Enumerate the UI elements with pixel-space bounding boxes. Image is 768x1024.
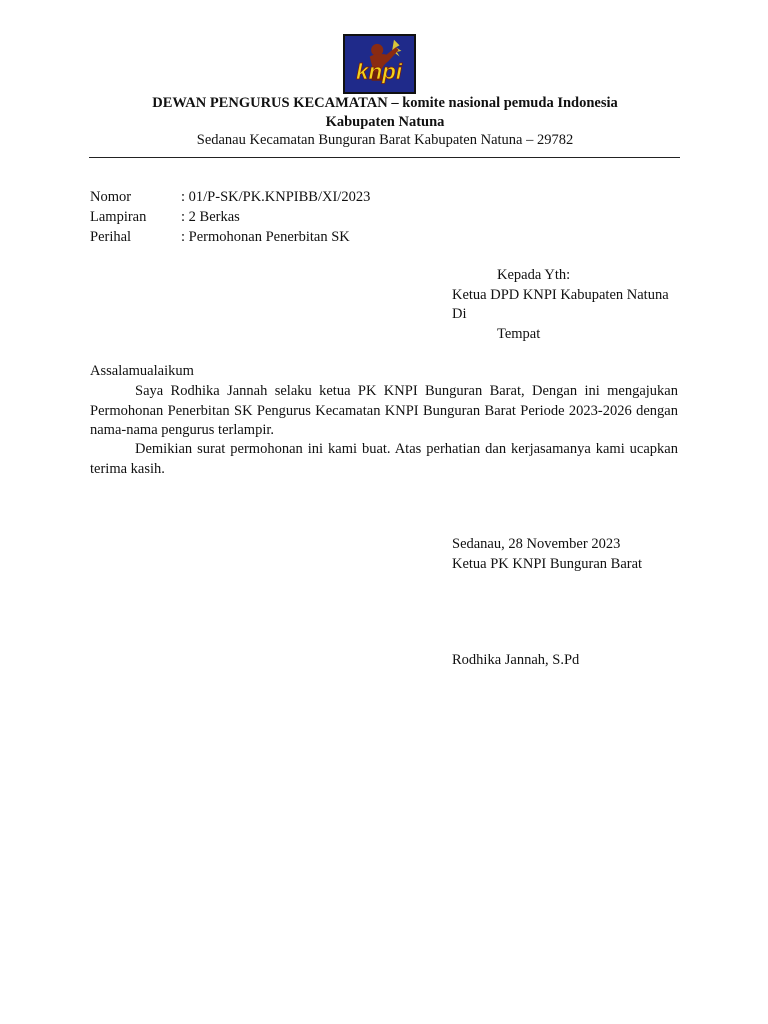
greeting: Assalamualaikum [90,363,194,379]
meta-nomor-label: Nomor [90,189,132,205]
meta-nomor-value: : 01/P-SK/PK.KNPIBB/XI/2023 [181,189,371,205]
body-paragraph-1: Saya Rodhika Jannah selaku ketua PK KNPI Bunguran Barat, Dengan ini mengajukan Permohonan Penerbitan SK Pengurus Kecamatan KNPI Bunguran Barat Periode 2023-2026 dengan nama-nama pengurus terlampir. [90,383,678,438]
header-address: Sedanau Kecamatan Bunguran Barat Kabupaten Natuna – 29782 [196,132,574,148]
body-paragraph-2: Demikian surat permohonan ini kami buat. Atas perhatian dan kerjasamanya kami ucapkan terima kasih. [90,441,678,477]
recipient-di: Di [452,306,467,322]
meta-lampiran-label: Lampiran [90,209,147,225]
knpi-logo-graphic [345,36,414,92]
logo-text: knpi [356,58,403,84]
signature-position: Ketua PK KNPI Bunguran Barat [452,556,643,572]
header-region: Kabupaten Natuna [325,114,445,130]
meta-lampiran-value: : 2 Berkas [181,209,240,225]
recipient-name: Ketua DPD KNPI Kabupaten Natuna [452,287,669,303]
header-organization: DEWAN PENGURUS KECAMATAN – komite nasional pemuda Indonesia [152,95,618,111]
signature-place-date: Sedanau, 28 November 2023 [452,536,621,552]
recipient-place: Tempat [497,326,541,342]
meta-perihal-label: Perihal [90,229,132,245]
knpi-logo [343,34,416,94]
meta-perihal-value: : Permohonan Penerbitan SK [181,229,350,245]
signature-name: Rodhika Jannah, S.Pd [452,652,580,668]
header-divider [89,157,680,158]
recipient-salutation: Kepada Yth: [497,267,571,283]
